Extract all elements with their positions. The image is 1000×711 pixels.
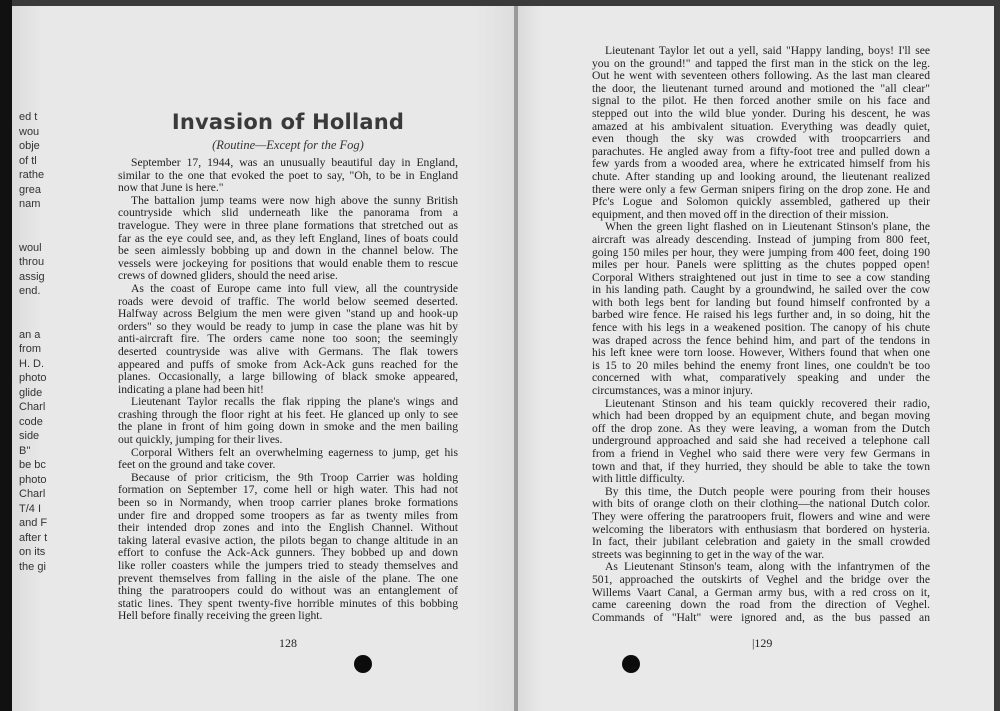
text-line: Corporal Withers straightened out just in time to see a cow standing — [592, 270, 930, 284]
text-line: even though the sky was crowded with troopcarriers and — [592, 132, 930, 146]
text-line: amazed at his ambivalent situation. Everything was deadly quiet, — [592, 119, 930, 133]
chapter-title: Invasion of Holland — [171, 110, 405, 134]
margin-fragment — [19, 212, 59, 227]
paragraph — [118, 195, 458, 283]
text-line: Commands of "Halt" were ignored and, as the bus passed an — [592, 610, 930, 624]
margin-fragment: throu — [19, 256, 45, 268]
text-line: streets was beginning to get in the way of the war. — [592, 547, 825, 561]
text-line: came careening down the road from the direction of Veghel. — [592, 598, 930, 612]
text-line: 501, approached the outskirts of Veghel and the bridge over the — [592, 572, 930, 586]
text-line: Halfway across Belgium the men were given "stand up and hook-up — [118, 307, 458, 321]
text-line: concerned with what, comparatively speaking and under the — [592, 371, 930, 385]
text-line: equipment, and then moved off in the direction of their mission. — [592, 207, 889, 221]
margin-fragment: on its — [19, 546, 46, 558]
text-line: been so in Normandy, when troop carrier planes broke formations — [118, 496, 458, 510]
margin-fragment: photo — [19, 372, 47, 384]
text-line: As the coast of Europe came into full view, all the countryside — [131, 281, 458, 295]
margin-fragment: B'' — [19, 444, 31, 457]
chapter-subtitle: (Routine—Except for the Fog) — [212, 138, 364, 152]
text-line: the plane in front of him going down in smoke and the men bailing — [118, 420, 458, 434]
margin-fragment: H. D. — [19, 357, 45, 370]
text-line: with bits of orange cloth on their clothing—the national Dutch color. — [592, 497, 930, 511]
text-line: with little difficulty. — [592, 472, 685, 486]
margin-fragment: the gi — [19, 560, 46, 573]
text-line: his left knee were torn loose. However, Withers found that when one — [592, 346, 930, 360]
margin-fragment: nam — [19, 198, 41, 210]
text-line: underground approached and said she had received a telephone call — [592, 434, 930, 448]
text-line: like roller coasters while the jumpers tried to steady themselves and — [118, 559, 458, 572]
text-line: deserted countryside was alive with Germans. The flak towers — [118, 344, 458, 358]
text-line: chute. After standing up and looking around, the lieutenant realized — [592, 169, 930, 183]
text-line: signal to the pilot. He then forced another smile on his face and — [592, 94, 930, 108]
paragraph — [118, 283, 458, 396]
margin-fragment — [19, 226, 59, 241]
text-line: now that June is here." — [118, 181, 224, 195]
paragraph — [118, 157, 458, 195]
text-line: September 17, 1944, was an unusually beautiful day in England, — [131, 156, 458, 169]
text-line: be seen aimlessly bobbing up and down in the channel below. The — [118, 244, 458, 258]
text-line: miles per hour. Panels were splitting as the chutes popped open! — [592, 258, 930, 272]
text-line: Corporal Withers felt an overwhelming eagerness to jump, get his — [131, 445, 458, 459]
margin-fragment: grea — [19, 183, 42, 196]
margin-fragment: end. — [19, 285, 41, 297]
text-line: In fact, their jubilant celebration and gaiety in the small crowded — [592, 535, 930, 549]
text-line: static lines. They spent twenty-five horrible minutes of this bobbing — [118, 596, 458, 610]
margin-fragment: after t — [19, 531, 48, 544]
text-line: aircraft was already descending. Instead of jumping from 800 feet, — [592, 232, 930, 246]
text-line: By this time, the Dutch people were pouring from their houses — [605, 484, 930, 498]
page-number-left: 128 — [279, 636, 297, 650]
margin-fragment: be bc — [19, 459, 46, 471]
margin-fragment: of tl — [19, 154, 37, 167]
text-line: similar to the one that evoked the poet to say, "Oh, to be in England — [118, 168, 458, 182]
text-line: their intended drop zones and into the English Channel. Without — [118, 521, 458, 535]
margin-fragment: rathe — [19, 169, 45, 181]
text-line: circumstances, was a minor injury. — [592, 384, 753, 398]
text-line: with both legs bent for landing but found himself confronted by a — [592, 295, 930, 309]
text-line: crashing through the floor right at his feet. He glanced up only to see — [118, 407, 458, 421]
paragraph — [118, 396, 458, 446]
margin-fragment: woul — [19, 241, 42, 254]
text-line: The battalion jump teams were now high above the sunny British — [131, 193, 458, 207]
text-line: vessels were jockeying for positions that would enable them to rescue — [118, 256, 458, 270]
text-line: When the green light flashed on in Lieutenant Stinson's plane, the — [605, 220, 930, 234]
text-line: Lieutenant Taylor let out a yell, said "Happy landing, boys! I'll see — [605, 44, 930, 57]
text-line: Because of prior criticism, the 9th Troop Carrier was holding — [131, 470, 458, 484]
binding-hole-left — [354, 655, 372, 673]
text-line: there were only a few German snipers firing on the drop zone. He and — [592, 182, 930, 196]
text-line: is 15 to 20 miles behind the enemy front lines, one couldn't be too — [592, 358, 930, 372]
margin-fragment: obje — [19, 140, 40, 152]
text-line: the door, the lieutenant turned around and motioned the "all clear" — [592, 81, 930, 95]
text-line: travelogue. They were in three plane formations that stretched out as — [118, 218, 458, 232]
text-line: crews of downed gliders, should the need arise. — [118, 269, 338, 283]
left-page-body — [118, 157, 458, 623]
scan-edge — [0, 0, 12, 711]
margin-fragment: ed t — [19, 111, 38, 123]
margin-fragment: Charl — [19, 401, 46, 413]
page-number-right: |129 — [752, 636, 773, 650]
text-line: anti-aircraft fire. The orders came none too soon; the seemingly — [118, 332, 458, 346]
text-line: Lieutenant Stinson and his team quickly recovered their radio, — [605, 396, 930, 410]
margin-fragment: Charl — [19, 488, 46, 500]
text-line: countryside which slid underneath like the panorama from a — [118, 206, 458, 220]
text-line: was draped across the fence behind him, and part of the tendons in — [592, 333, 930, 347]
margin-fragment: code — [19, 415, 43, 428]
paragraph — [592, 45, 930, 221]
text-line: feet on the ground and take cover. — [118, 458, 276, 472]
margin-fragment: assig — [19, 270, 45, 283]
paragraph — [592, 561, 930, 624]
text-line: parachutes. He angled away from a fifty-foot tree and pulled down a — [592, 144, 930, 158]
margin-fragment — [19, 313, 59, 328]
text-line: Lieutenant Taylor recalls the flak ripping the plane's wings and — [131, 395, 458, 409]
text-line: indicating a plane had been hit! — [118, 382, 264, 396]
text-line: welcoming the liberators with enthusiasm that bordered on hysteria. — [592, 522, 930, 536]
text-line: roads were devoid of traffic. The world below seemed deserted. — [118, 294, 458, 308]
margin-fragment: from — [19, 343, 41, 355]
text-line: few yards from a wooded area, where he extricated himself from his — [592, 157, 930, 171]
paragraph — [592, 486, 930, 562]
text-line: As Lieutenant Stinson's team, along with the infantrymen of the — [605, 560, 930, 574]
text-line: you on the ground!" and tapped the first man in the stick on the leg. — [592, 56, 930, 70]
margin-fragment: and F — [19, 517, 48, 529]
text-line: They were offering the paratroopers fruit, flowers and wine and were — [592, 509, 930, 523]
text-line: thing the paratroopers could do without was an entanglement of — [118, 584, 458, 598]
text-line: town and that, if they hurried, they should be able to take the town — [592, 459, 930, 473]
text-line: under fire and dropped some troopers as far as twenty miles from — [118, 508, 458, 522]
paragraph — [118, 472, 458, 623]
text-line: off the drop zone. As they were leaving, a woman from the Dutch — [592, 421, 930, 435]
margin-fragment: an a — [19, 328, 41, 341]
text-line: stepped out into the wild blue yonder. During his descent, he was — [592, 106, 930, 120]
previous-page-fragments — [19, 110, 59, 574]
text-line: orders" so they would be ready to jump in case the plane was hit by — [118, 319, 458, 333]
text-line: far as the eye could see, and, as they left England, lines of boats could — [118, 231, 458, 245]
text-line: Pfc's Logue and Solomon quickly assembled, gathered up their — [592, 195, 930, 209]
text-line: formation on September 17, come hell or high water. This had not — [118, 483, 458, 497]
text-line: planes. Occasionally, a large billowing of black smoke appeared, — [118, 370, 458, 384]
text-line: going 150 miles per hour, they were jumping from 400 feet, doing 190 — [592, 245, 930, 259]
binding-hole-right — [622, 655, 640, 673]
paragraph — [118, 447, 458, 472]
text-line: effort to confuse the Ack-Ack gunners. They bobbed up and down — [118, 546, 458, 560]
text-line: out quickly, jumping for their lives. — [118, 433, 283, 447]
text-line: which had been dropped by an equipment chute, and began moving — [592, 409, 930, 423]
text-line: fence with his legs in a weakened position. The canopy of his chute — [592, 321, 930, 335]
text-line: Willems Vaart Canal, a German army bus, with a red cross on it, — [592, 585, 930, 599]
right-page-body — [592, 45, 930, 624]
margin-fragment: side — [19, 430, 40, 442]
paragraph — [592, 221, 930, 397]
text-line: appeared and puffs of smoke from Ack-Ack guns reached for the — [118, 357, 458, 371]
margin-fragment: photo — [19, 473, 47, 486]
text-line: Hell before finally receiving the green light. — [118, 609, 323, 623]
text-line: barbed wire fence. He raised his legs further and, in so doing, hit the — [592, 308, 930, 322]
margin-fragment: T/4 I — [19, 502, 42, 515]
text-line: taking lateral evasive action, the pilots began to change altitude in an — [118, 533, 458, 547]
margin-fragment — [19, 299, 59, 314]
text-line: prevent themselves from falling in the aisle of the plane. The one — [118, 571, 458, 585]
paragraph — [592, 398, 930, 486]
margin-fragment: wou — [19, 125, 40, 138]
text-line: in his landing path. Caught by a groundwind, he sailed over the cow — [592, 283, 930, 297]
text-line: Out he went with seventeen others following. As the last man cleared — [592, 69, 930, 83]
text-line: from a friend in Veghel who said there were very few Germans in — [592, 447, 930, 460]
margin-fragment: glide — [19, 386, 43, 399]
